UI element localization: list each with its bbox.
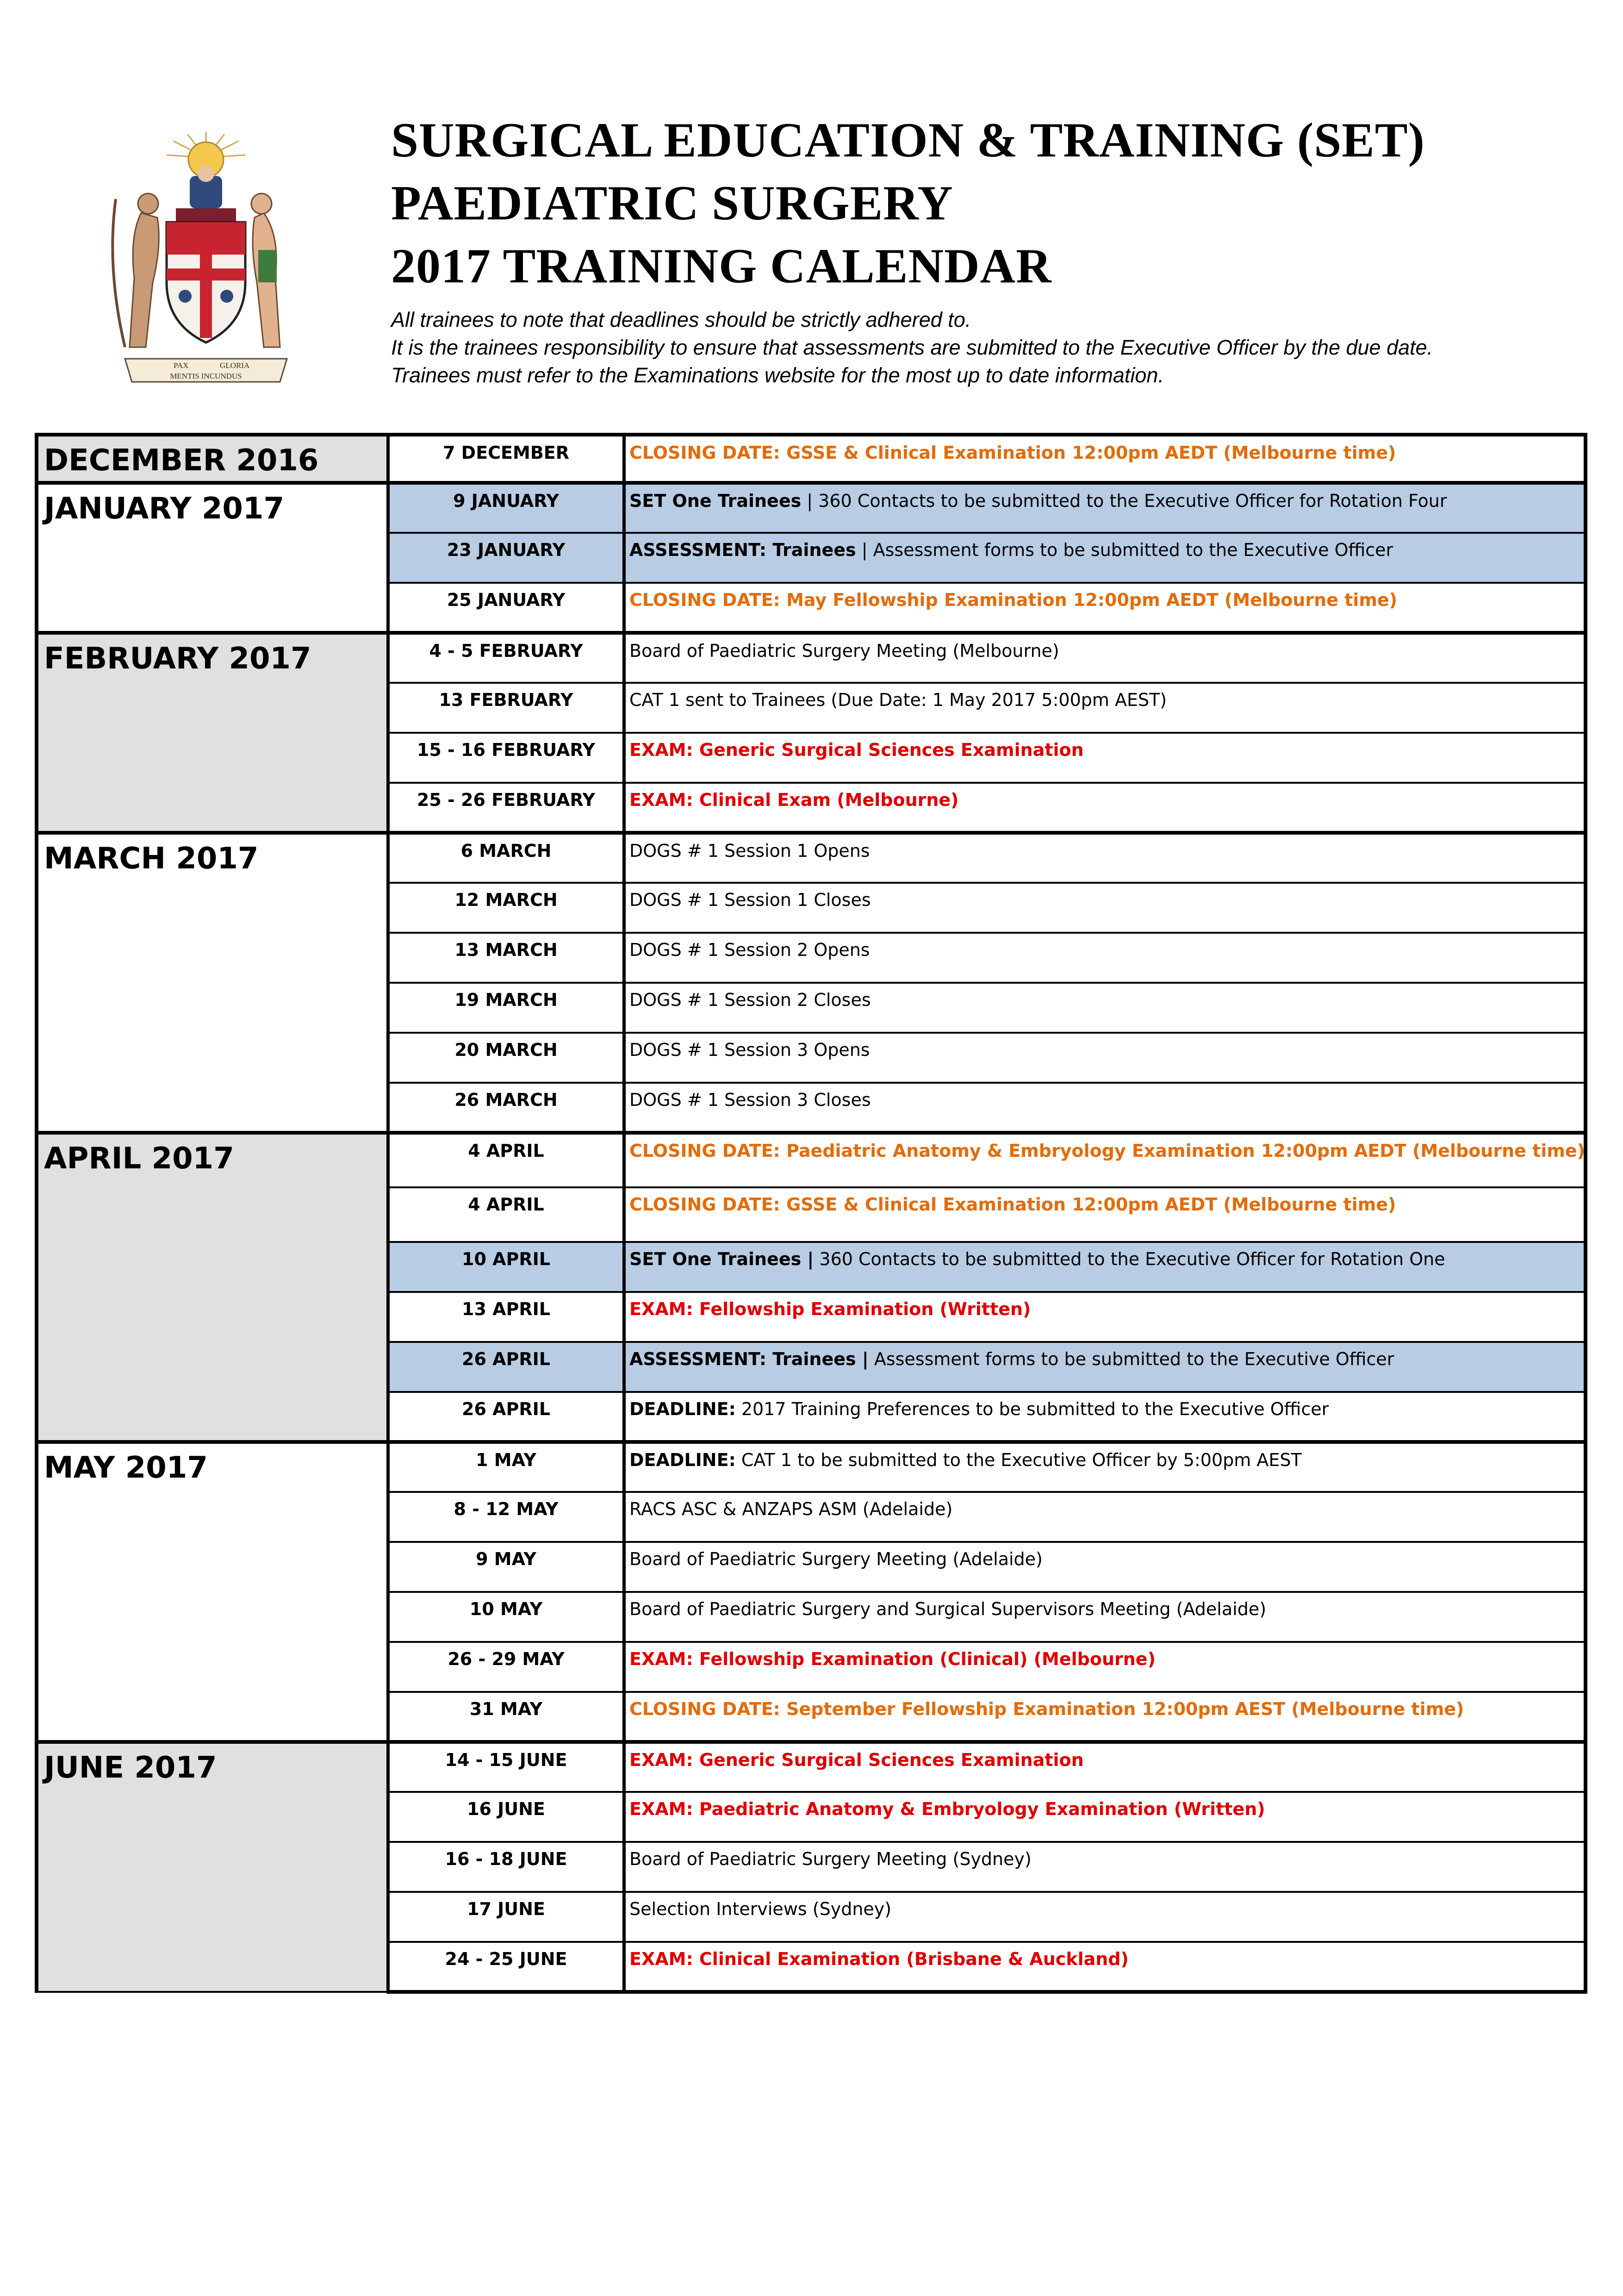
event-description: [626, 485, 1584, 512]
event-date: 25 - 26 FEBRUARY: [417, 790, 596, 810]
event-text: DOGS # 1 Session 3 Opens: [629, 1040, 870, 1060]
event-text: CLOSING DATE: May Fellowship Examination 12:00pm AEDT (Melbourne time): [629, 590, 1398, 610]
event-description: [626, 1135, 1584, 1162]
date-cell: [388, 783, 624, 833]
event-cell: [624, 783, 1586, 833]
event-cell: [624, 883, 1586, 933]
event-description: [626, 884, 1584, 911]
event-text: Board of Paediatric Surgery Meeting (Adelaide): [629, 1549, 1043, 1569]
calendar-body: [37, 435, 1586, 1992]
event-text: CLOSING DATE: GSSE & Clinical Examination 12:00pm AEDT (Melbourne time): [629, 443, 1396, 463]
date-cell: [388, 1542, 624, 1592]
calendar-row: [37, 435, 1586, 483]
event-date: 4 APRIL: [468, 1194, 544, 1215]
event-text: EXAM: Fellowship Examination (Clinical) (Melbourne): [629, 1649, 1156, 1669]
date-cell: [388, 533, 624, 583]
month-cell: [37, 483, 388, 633]
event-date: 8 - 12 MAY: [454, 1499, 559, 1519]
month-label: DECEMBER 2016: [44, 443, 319, 478]
event-description: [626, 1034, 1584, 1061]
event-cell: [624, 1392, 1586, 1442]
event-cell: [624, 1542, 1586, 1592]
event-cell: [624, 1842, 1586, 1892]
date-cell: [388, 683, 624, 733]
event-date: 6 MARCH: [460, 841, 552, 861]
event-cell: [624, 1187, 1586, 1242]
event-text: Board of Paediatric Surgery Meeting (Melbourne): [629, 641, 1059, 661]
event-date: 16 JUNE: [467, 1799, 545, 1819]
event-cell: [624, 1742, 1586, 1792]
event-description: [626, 635, 1584, 662]
date-cell: [388, 1592, 624, 1642]
month-cell: [37, 1442, 388, 1742]
event-date: 9 JANUARY: [453, 491, 559, 511]
month-cell: [37, 833, 388, 1133]
event-label: ASSESSMENT: Trainees: [629, 540, 856, 560]
event-cell: [624, 1642, 1586, 1692]
event-description: [626, 784, 1584, 811]
event-cell: [624, 1292, 1586, 1342]
event-text: EXAM: Clinical Examination (Brisbane & Auckland): [629, 1949, 1129, 1969]
title-line-1: SURGICAL EDUCATION & TRAINING (SET): [391, 113, 1425, 167]
event-text: EXAM: Clinical Exam (Melbourne): [629, 790, 959, 810]
note-line: Trainees must refer to the Examinations website for the most up to date information.: [391, 363, 1164, 387]
event-text: Board of Paediatric Surgery Meeting (Sydney): [629, 1849, 1032, 1869]
event-date: 17 JUNE: [467, 1899, 545, 1919]
event-text: EXAM: Fellowship Examination (Written): [629, 1299, 1031, 1319]
event-date: 16 - 18 JUNE: [445, 1849, 567, 1869]
event-text: Assessment forms to be submitted to the Executive Officer: [868, 1349, 1394, 1369]
month-label: MARCH 2017: [44, 842, 259, 876]
event-text: EXAM: Paediatric Anatomy & Embryology Examination (Written): [629, 1799, 1265, 1819]
event-cell: [624, 1133, 1586, 1187]
event-text: DOGS # 1 Session 1 Opens: [629, 841, 870, 861]
date-cell: [388, 483, 624, 533]
event-description: [626, 1243, 1584, 1271]
event-text: 2017 Training Preferences to be submitted to the Executive Officer: [735, 1399, 1329, 1419]
event-cell: [624, 1033, 1586, 1083]
event-description: [626, 584, 1584, 611]
date-cell: [388, 1292, 624, 1342]
event-cell: [624, 1792, 1586, 1842]
event-date: 12 MARCH: [454, 890, 558, 910]
date-cell: [388, 1742, 624, 1792]
event-cell: [624, 683, 1586, 733]
event-label: DEADLINE:: [629, 1399, 736, 1419]
event-description: [626, 534, 1584, 562]
event-description: [626, 1593, 1584, 1621]
event-description: [626, 1343, 1584, 1371]
event-description: [626, 1393, 1584, 1421]
event-cell: [624, 533, 1586, 583]
event-cell: [624, 1342, 1586, 1392]
title-line-2: PAEDIATRIC SURGERY: [391, 176, 953, 230]
event-cell: [624, 1492, 1586, 1542]
coat-of-arms-icon: [97, 130, 315, 398]
event-text: DOGS # 1 Session 3 Closes: [629, 1090, 871, 1110]
event-label: SET One Trainees |: [629, 1249, 814, 1269]
calendar-row: [37, 1442, 1586, 1492]
event-cell: [624, 1892, 1586, 1942]
event-description: [626, 1444, 1584, 1472]
svg-text:PAX: PAX: [174, 361, 189, 370]
month-cell: [37, 1133, 388, 1442]
event-description: [626, 1493, 1584, 1521]
event-date: 9 MAY: [476, 1549, 536, 1569]
month-label: JUNE 2017: [44, 1751, 217, 1785]
event-date: 13 FEBRUARY: [439, 690, 573, 710]
event-cell: [624, 583, 1586, 633]
date-cell: [388, 435, 624, 483]
event-description: [626, 684, 1584, 711]
svg-text:GLORIA: GLORIA: [220, 361, 250, 370]
date-cell: [388, 1442, 624, 1492]
event-description: [626, 1643, 1584, 1671]
event-cell: [624, 483, 1586, 533]
calendar-row: [37, 1742, 1586, 1792]
event-date: 4 - 5 FEBRUARY: [429, 641, 583, 661]
month-cell: [37, 1742, 388, 1992]
date-cell: [388, 1792, 624, 1842]
note-line: It is the trainees responsibility to ensure that assessments are submitted to the Executive Officer by the due date.: [391, 336, 1433, 359]
event-date: 15 - 16 FEBRUARY: [417, 740, 596, 760]
event-text: EXAM: Generic Surgical Sciences Examination: [629, 1750, 1084, 1770]
date-cell: [388, 883, 624, 933]
event-date: 13 APRIL: [462, 1299, 550, 1319]
trainee-notes: [391, 306, 1571, 389]
event-cell: [624, 1242, 1586, 1292]
date-cell: [388, 1083, 624, 1133]
event-date: 24 - 25 JUNE: [445, 1949, 567, 1969]
date-cell: [388, 1033, 624, 1083]
event-date: 7 DECEMBER: [442, 443, 569, 463]
event-description: [626, 1693, 1584, 1721]
event-date: 10 MAY: [469, 1599, 543, 1619]
college-crest: [97, 130, 315, 398]
title-line-3: 2017 TRAINING CALENDAR: [391, 239, 1052, 293]
date-cell: [388, 1133, 624, 1187]
event-cell: [624, 983, 1586, 1033]
note-line: All trainees to note that deadlines should be strictly adhered to.: [391, 308, 971, 331]
svg-text:MENTIS INCUNDUS: MENTIS INCUNDUS: [170, 372, 242, 381]
event-date: 23 JANUARY: [447, 540, 566, 560]
event-description: [626, 1293, 1584, 1321]
date-cell: [388, 1392, 624, 1442]
event-cell: [624, 833, 1586, 883]
month-label: MAY 2017: [44, 1451, 208, 1485]
event-date: 10 APRIL: [462, 1249, 550, 1269]
event-date: 26 - 29 MAY: [448, 1649, 565, 1669]
date-cell: [388, 1842, 624, 1892]
event-date: 26 MARCH: [454, 1090, 558, 1110]
date-cell: [388, 1187, 624, 1242]
event-description: [626, 1793, 1584, 1821]
month-label: APRIL 2017: [44, 1142, 234, 1176]
event-description: [626, 437, 1584, 464]
event-date: 1 MAY: [476, 1450, 536, 1470]
calendar-row: [37, 833, 1586, 883]
event-date: 14 - 15 JUNE: [445, 1750, 567, 1770]
event-text: CLOSING DATE: GSSE & Clinical Examination 12:00pm AEDT (Melbourne time): [629, 1194, 1396, 1215]
calendar-row: [37, 633, 1586, 683]
event-date: 25 JANUARY: [447, 590, 566, 610]
event-text: Board of Paediatric Surgery and Surgical Supervisors Meeting (Adelaide): [629, 1599, 1267, 1619]
event-date: 26 APRIL: [462, 1399, 550, 1419]
event-cell: [624, 633, 1586, 683]
month-label: FEBRUARY 2017: [44, 642, 311, 676]
event-label: DEADLINE:: [629, 1450, 736, 1470]
event-description: [626, 1543, 1584, 1571]
calendar-row: [37, 483, 1586, 533]
training-calendar-table: [35, 433, 1587, 1994]
event-date: 20 MARCH: [454, 1040, 558, 1060]
date-cell: [388, 933, 624, 983]
date-cell: [388, 633, 624, 683]
event-cell: [624, 1942, 1586, 1992]
date-cell: [388, 1242, 624, 1292]
event-text: Selection Interviews (Sydney): [629, 1899, 892, 1919]
event-description: [626, 934, 1584, 961]
event-cell: [624, 1083, 1586, 1133]
event-text: CAT 1 sent to Trainees (Due Date: 1 May 2017 5:00pm AEST): [629, 690, 1167, 710]
event-description: [626, 1744, 1584, 1772]
event-text: | 360 Contacts to be submitted to the Executive Officer for Rotation Four: [801, 491, 1447, 511]
event-label: ASSESSMENT: Trainees |: [629, 1349, 869, 1369]
event-text: CLOSING DATE: September Fellowship Examination 12:00pm AEST (Melbourne time): [629, 1699, 1464, 1719]
date-cell: [388, 983, 624, 1033]
event-text: RACS ASC & ANZAPS ASM (Adelaide): [629, 1499, 953, 1519]
event-text: 360 Contacts to be submitted to the Executive Officer for Rotation One: [814, 1249, 1445, 1269]
event-cell: [624, 933, 1586, 983]
event-description: [626, 734, 1584, 761]
event-text: | Assessment forms to be submitted to the Executive Officer: [856, 540, 1393, 560]
date-cell: [388, 1492, 624, 1542]
event-label: SET One Trainees: [629, 491, 802, 511]
event-description: [626, 984, 1584, 1011]
event-description: [626, 1843, 1584, 1871]
event-cell: [624, 435, 1586, 483]
event-text: CAT 1 to be submitted to the Executive Officer by 5:00pm AEST: [735, 1450, 1302, 1470]
event-text: DOGS # 1 Session 1 Closes: [629, 890, 871, 910]
event-description: [626, 835, 1584, 862]
month-label: JANUARY 2017: [44, 492, 284, 526]
event-description: [626, 1084, 1584, 1111]
month-cell: [37, 435, 388, 483]
event-date: 19 MARCH: [454, 990, 558, 1010]
calendar-row: [37, 1133, 1586, 1187]
date-cell: [388, 1692, 624, 1742]
event-cell: [624, 1592, 1586, 1642]
event-date: 26 APRIL: [462, 1349, 550, 1369]
event-text: DOGS # 1 Session 2 Opens: [629, 940, 870, 960]
date-cell: [388, 583, 624, 633]
date-cell: [388, 833, 624, 883]
date-cell: [388, 1892, 624, 1942]
event-text: DOGS # 1 Session 2 Closes: [629, 990, 871, 1010]
event-date: 31 MAY: [469, 1699, 543, 1719]
date-cell: [388, 1342, 624, 1392]
event-text: CLOSING DATE: Paediatric Anatomy & Embryology Examination 12:00pm AEDT (Melbourne time): [629, 1141, 1586, 1161]
event-date: 4 APRIL: [468, 1141, 544, 1161]
event-cell: [624, 1442, 1586, 1492]
date-cell: [388, 733, 624, 783]
month-cell: [37, 633, 388, 833]
event-description: [626, 1188, 1584, 1216]
event-description: [626, 1943, 1584, 1971]
event-description: [626, 1893, 1584, 1921]
event-cell: [624, 733, 1586, 783]
event-cell: [624, 1692, 1586, 1742]
event-date: 13 MARCH: [454, 940, 558, 960]
event-text: EXAM: Generic Surgical Sciences Examination: [629, 740, 1084, 760]
date-cell: [388, 1942, 624, 1992]
date-cell: [388, 1642, 624, 1692]
header: [391, 109, 1571, 389]
